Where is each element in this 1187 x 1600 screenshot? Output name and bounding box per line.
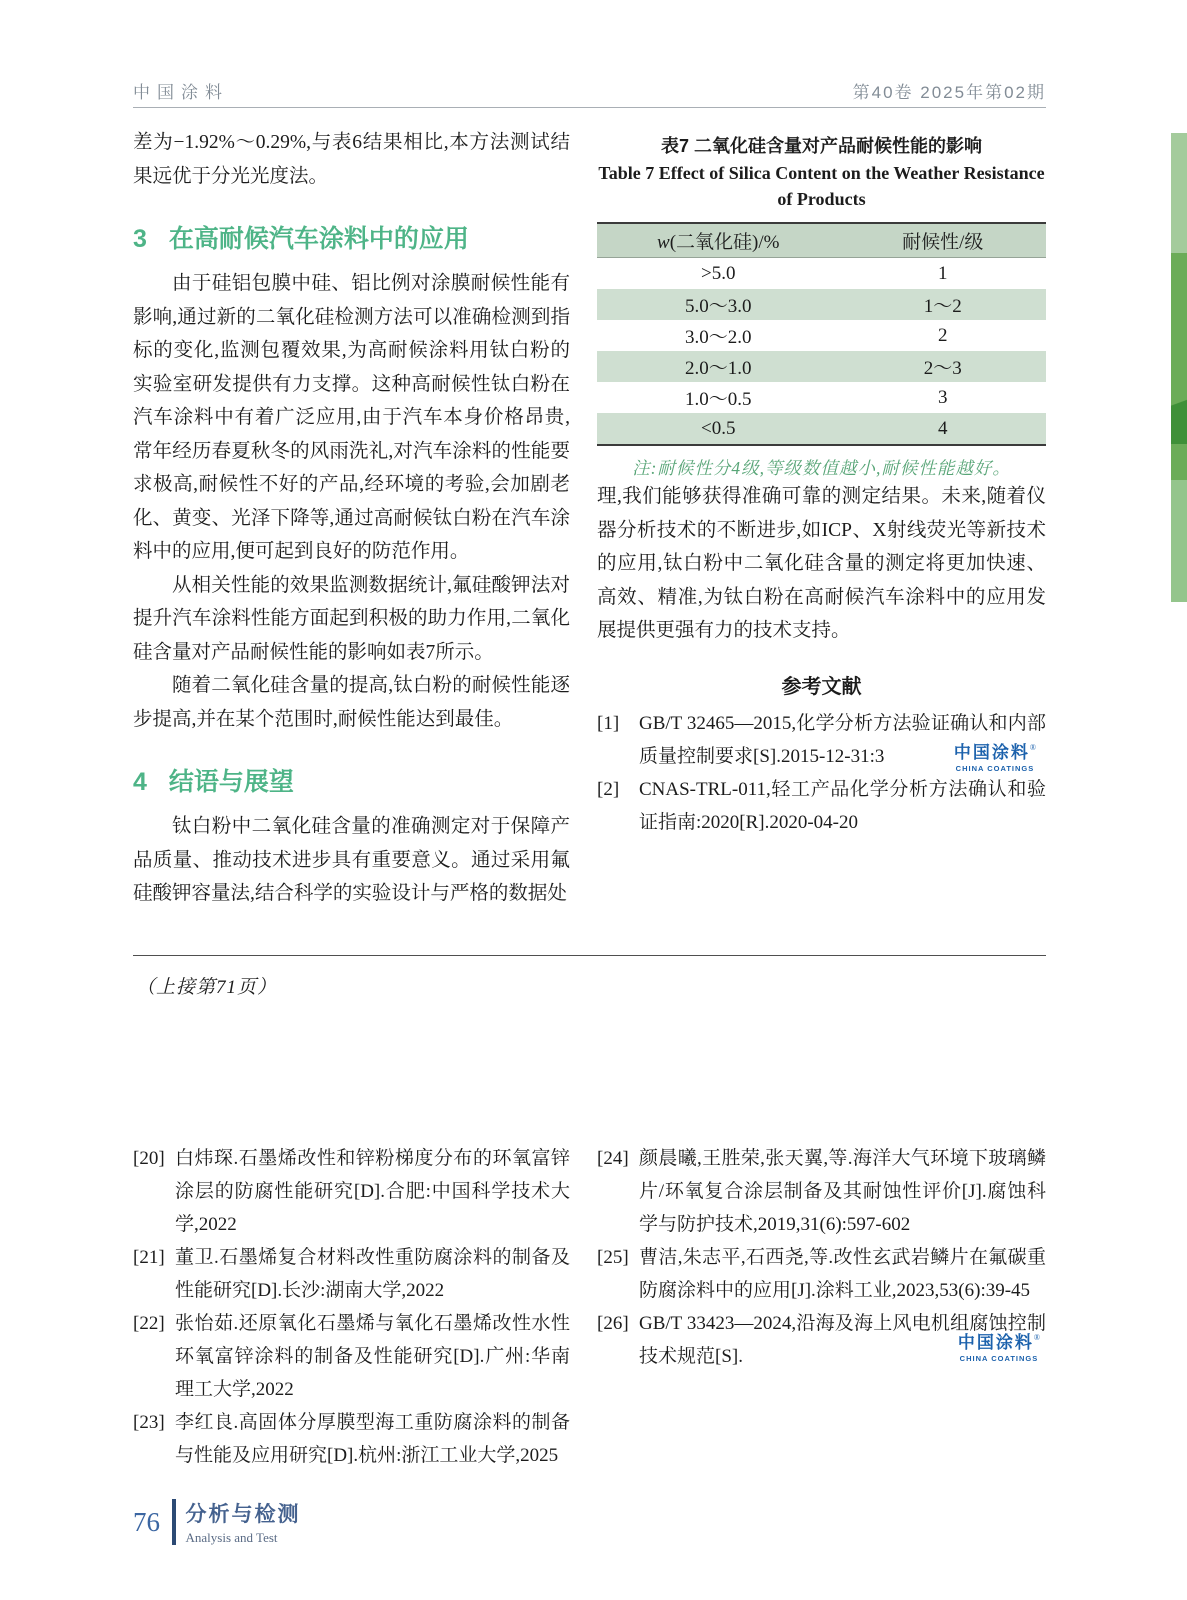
reference-item xyxy=(133,1241,570,1307)
table7-caption-en-line2: of Products xyxy=(777,189,866,209)
table7-header-row xyxy=(597,223,1046,258)
table7-header-grade: 耐候性/级 xyxy=(839,223,1046,258)
journal-name: 中国涂料 xyxy=(133,83,229,102)
section-3-number: 3 xyxy=(133,225,147,253)
continued-refs-left-column xyxy=(133,1142,570,1472)
cell-grade: 2～3 xyxy=(839,351,1046,382)
table-row xyxy=(597,320,1046,351)
cell-silica: <0.5 xyxy=(597,413,839,445)
table7-caption-en-line1: Table 7 Effect of Silica Content on the Weather Resistance xyxy=(598,163,1045,183)
cell-silica: >5.0 xyxy=(700,262,736,284)
table7 xyxy=(597,222,1046,446)
page-number: 76 xyxy=(133,1506,160,1537)
footer-section xyxy=(186,1498,301,1546)
edge-bar-segment xyxy=(1171,133,1187,253)
cell-grade: 3 xyxy=(937,386,948,408)
cell-grade: 4 xyxy=(839,413,1046,445)
page-header xyxy=(133,78,1046,103)
logo-text-zh: 中国涂料 xyxy=(953,743,1030,762)
issue-info: 第40卷 2025年第02期 xyxy=(852,83,1046,102)
logo-text-en: CHINA COATINGS xyxy=(955,764,1035,773)
reference-label: [25] xyxy=(597,1247,629,1268)
reference-label: [2] xyxy=(597,778,620,800)
page-footer xyxy=(133,1498,301,1546)
continued-references xyxy=(133,1142,1046,1472)
cell-silica: 1.0～0.5 xyxy=(684,389,752,410)
cell-silica: 3.0～2.0 xyxy=(684,327,752,348)
reference-item xyxy=(597,773,1046,839)
conclusion-paragraph: 理,我们能够获得准确可靠的测定结果。未来,随着仪器分析技术的不断进步,如ICP、X射线荧光等新技术的应用,钛白粉中二氧化硅含量的测定将更加快速、高效、精准,为钛白粉在高耐候汽车涂料中的应用发展提供更强有力的技术支持。 xyxy=(597,486,1046,641)
w-symbol: w xyxy=(657,232,670,253)
header-rule xyxy=(133,107,1046,108)
section-4-heading xyxy=(133,762,570,798)
logo-text-zh: 中国涂料 xyxy=(957,1333,1034,1352)
right-column xyxy=(597,126,1046,911)
reference-label: [23] xyxy=(133,1412,165,1433)
footer-divider-bar xyxy=(172,1499,176,1545)
continued-refs-right-column xyxy=(597,1142,1046,1472)
reference-item xyxy=(133,1307,570,1406)
china-coatings-logo xyxy=(954,744,1036,773)
reference-text: CNAS-TRL-011,轻工产品化学分析方法确认和验证指南:2020[R].2020-04-20 xyxy=(639,778,1046,833)
reference-item xyxy=(597,1241,1046,1307)
reference-item xyxy=(597,1142,1046,1241)
section-3-paragraph-1: 由于硅铝包膜中硅、铝比例对涂膜耐候性能有影响,通过新的二氧化硅检测方法可以准确检测到指标的变化,监测包覆效果,为高耐候涂料用钛白粉的实验室研发提供有力支撑。这种高耐候性钛白粉在汽车涂料中有着广泛应用,由于汽车本身价格昂贵,常年经历春夏秋冬的风雨洗礼,对汽车涂料的性能要求极高,耐候性不好的产品,经环境的考验,会加剧老化、黄变、光泽下降等,通过高耐候钛白粉在汽车涂料中的应用,便可起到良好的防范作用。 xyxy=(133,273,570,562)
section-3-paragraph-2: 从相关性能的效果监测数据统计,氟硅酸钾法对提升汽车涂料性能方面起到积极的助力作用,二氧化硅含量对产品耐候性能的影响如表7所示。 xyxy=(133,574,570,663)
cell-grade: 1～2 xyxy=(839,289,1046,320)
edge-bar-segment xyxy=(1171,480,1187,602)
edge-bar-segment xyxy=(1171,378,1187,444)
footer-section-zh: 分析与检测 xyxy=(185,1503,301,1526)
article-divider-rule xyxy=(133,955,1046,956)
reference-text: 董卫.石墨烯复合材料改性重防腐涂料的制备及性能研究[D].长沙:湖南大学,2022 xyxy=(175,1247,570,1301)
logo-text-en: CHINA COATINGS xyxy=(959,1354,1039,1363)
table7-header-silica xyxy=(597,223,839,258)
section-3-heading xyxy=(133,219,570,255)
reference-label: [22] xyxy=(133,1313,165,1334)
reference-label: [24] xyxy=(597,1148,629,1169)
section-3-title: 在高耐候汽车涂料中的应用 xyxy=(168,225,469,253)
cell-grade: 2 xyxy=(937,324,948,346)
trademark-mark: ® xyxy=(1033,1333,1040,1342)
main-columns xyxy=(133,126,1046,911)
trademark-mark: ® xyxy=(1029,743,1036,752)
section-4-paragraph-1: 钛白粉中二氧化硅含量的准确测定对于保障产品质量、推动技术进步具有重要意义。通过采用氟硅酸钾容量法,结合科学的实验设计与严格的数据处 xyxy=(133,816,570,904)
reference-text: 白炜琛.石墨烯改性和锌粉梯度分布的环氧富锌涂层的防腐性能研究[D].合肥:中国科学技术大学,2022 xyxy=(175,1148,570,1235)
reference-text: 张怡茹.还原氧化石墨烯与氧化石墨烯改性水性环氧富锌涂料的制备及性能研究[D].广州:华南理工大学,2022 xyxy=(175,1313,570,1400)
edge-decoration-bar xyxy=(1171,133,1187,602)
references-heading: 参考文献 xyxy=(781,675,862,698)
edge-bar-segment xyxy=(1171,253,1187,378)
reference-label: [21] xyxy=(133,1247,165,1268)
reference-item xyxy=(133,1142,570,1241)
footer-section-en: Analysis and Test xyxy=(185,1530,278,1545)
reference-text: 曹洁,朱志平,石西尧,等.改性玄武岩鳞片在氟碳重防腐涂料中的应用[J].涂料工业,2023,53(6):39-45 xyxy=(639,1247,1046,1301)
table7-note: 注:耐候性分4级,等级数值越小,耐候性能越好。 xyxy=(632,458,1011,478)
reference-text: GB/T 32465—2015,化学分析方法验证确认和内部质量控制要求[S].2015-12-31:3 xyxy=(639,712,1046,767)
table-row xyxy=(597,351,1046,382)
paragraph-continued: 差为−1.92%～0.29%,与表6结果相比,本方法测试结果远优于分光光度法。 xyxy=(133,132,570,187)
reference-label: [20] xyxy=(133,1148,165,1169)
reference-label: [26] xyxy=(597,1313,629,1334)
table7-header-silica-label: (二氧化硅)/% xyxy=(669,232,780,253)
section-4-title: 结语与展望 xyxy=(168,768,294,796)
reference-text: 颜晨曦,王胜荣,张天翼,等.海洋大气环境下玻璃鳞片/环氧复合涂层制备及其耐蚀性评价[J].腐蚀科学与防护技术,2019,31(6):597-602 xyxy=(639,1148,1046,1235)
edge-bar-segment xyxy=(1171,444,1187,480)
table7-caption-zh: 表7 二氧化硅含量对产品耐候性能的影响 xyxy=(660,136,982,156)
cell-silica: 5.0～3.0 xyxy=(597,289,839,320)
left-column xyxy=(133,126,570,911)
section-3-paragraph-3: 随着二氧化硅含量的提高,钛白粉的耐候性能逐步提高,并在某个范围时,耐候性能达到最佳。 xyxy=(133,675,570,730)
reference-text: 李红良.高固体分厚膜型海工重防腐涂料的制备与性能及应用研究[D].杭州:浙江工业大学,2025 xyxy=(175,1412,570,1466)
reference-text: GB/T 33423—2024,沿海及海上风电机组腐蚀控制技术规范[S]. xyxy=(639,1313,1046,1367)
china-coatings-logo xyxy=(958,1334,1040,1363)
table-row xyxy=(597,382,1046,413)
table-row xyxy=(597,413,1046,445)
table-row xyxy=(597,289,1046,320)
cell-silica: 2.0～1.0 xyxy=(597,351,839,382)
reference-label: [1] xyxy=(597,712,620,734)
section-4-number: 4 xyxy=(133,768,147,796)
cell-grade: 1 xyxy=(937,262,948,284)
table7-caption-en xyxy=(597,160,1046,212)
reference-item xyxy=(133,1406,570,1472)
table-row xyxy=(597,258,1046,290)
continuation-note: （上接第71页） xyxy=(136,977,278,998)
